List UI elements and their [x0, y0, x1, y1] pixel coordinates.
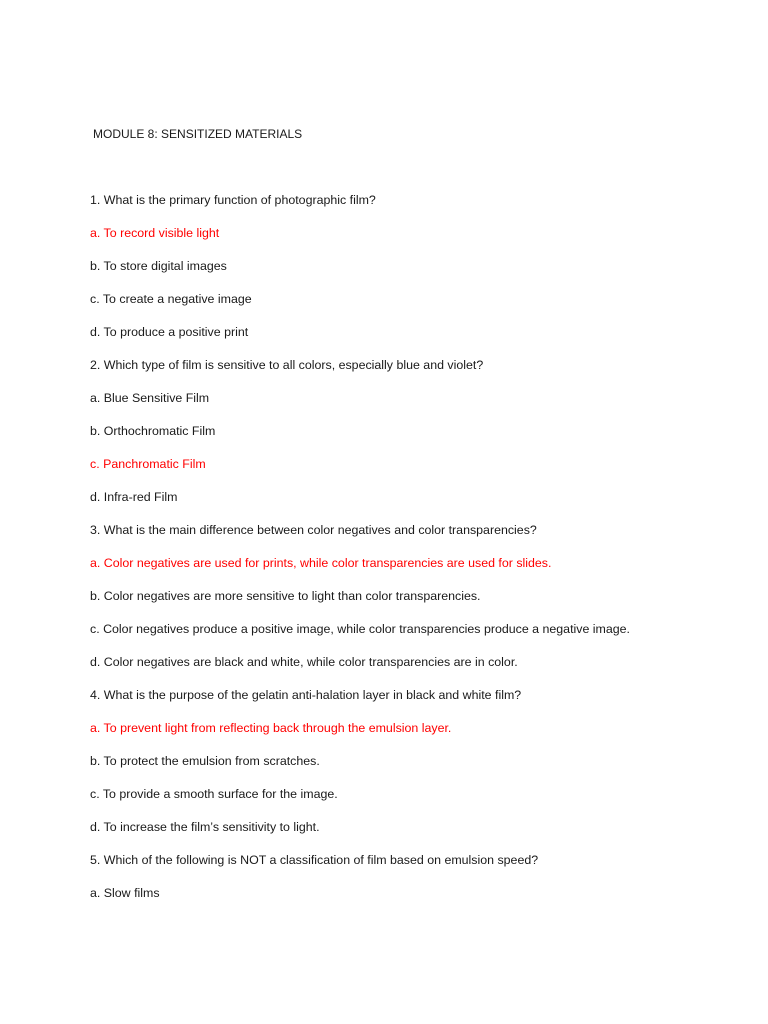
question-list — [90, 191, 750, 917]
answer-option: d. Infra-red Film — [90, 490, 178, 504]
answer-option: b. To store digital images — [90, 259, 227, 273]
answer-option: c. To create a negative image — [90, 292, 252, 306]
correct-answer-option: a. To prevent light from reflecting back through the emulsion layer. — [90, 721, 452, 735]
question-text: 1. What is the primary function of photographic film? — [90, 193, 376, 207]
answer-option: c. Color negatives produce a positive image, while color transparencies produce a negative image. — [90, 622, 630, 636]
answer-option: d. Color negatives are black and white, while color transparencies are in color. — [90, 655, 518, 669]
question-text: 3. What is the main difference between color negatives and color transparencies? — [90, 523, 537, 537]
question-text: 4. What is the purpose of the gelatin anti-halation layer in black and white film? — [90, 688, 522, 702]
answer-option: b. Orthochromatic Film — [90, 424, 216, 438]
correct-answer-option: c. Panchromatic Film — [90, 457, 206, 471]
correct-answer-option: a. Color negatives are used for prints, while color transparencies are used for slides. — [90, 556, 552, 570]
correct-answer-option: a. To record visible light — [90, 226, 220, 240]
answer-option: a. Slow films — [90, 886, 160, 900]
question-text: 2. Which type of film is sensitive to all colors, especially blue and violet? — [90, 358, 484, 372]
answer-option: a. Blue Sensitive Film — [90, 391, 210, 405]
question-text: 5. Which of the following is NOT a classification of film based on emulsion speed? — [90, 853, 539, 867]
document-title: MODULE 8: SENSITIZED MATERIALS — [93, 127, 303, 141]
answer-option: c. To provide a smooth surface for the image. — [90, 787, 338, 801]
answer-option: d. To produce a positive print — [90, 325, 249, 339]
answer-option: b. Color negatives are more sensitive to light than color transparencies. — [90, 589, 481, 603]
answer-option: b. To protect the emulsion from scratches. — [90, 754, 320, 768]
answer-option: d. To increase the film’s sensitivity to light. — [90, 820, 320, 834]
